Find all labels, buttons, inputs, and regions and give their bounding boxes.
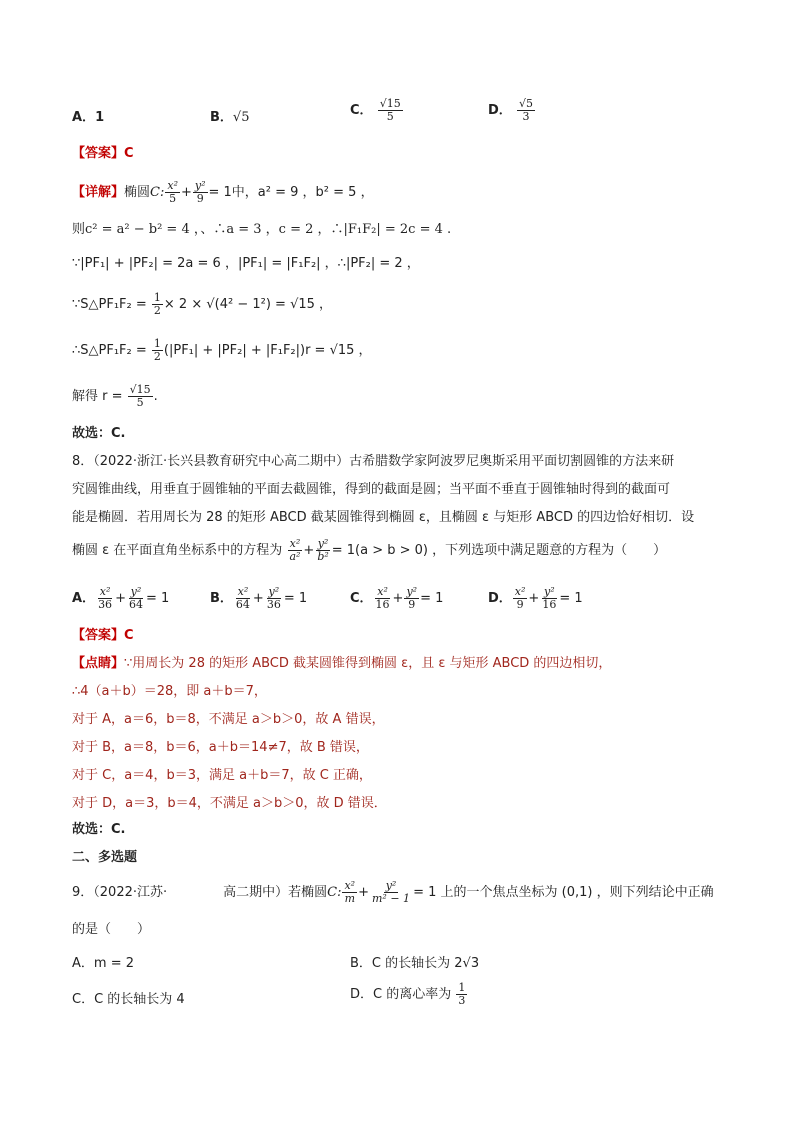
fraction-numerator: y² bbox=[194, 179, 206, 192]
stem-text: = 1(a > b > 0) ，下列选项中满足题意的方程为（ ） bbox=[331, 543, 667, 558]
option-label: C． bbox=[350, 591, 373, 606]
eq-prefix: ∵S△PF₁F₂ = bbox=[72, 297, 147, 312]
fraction-numerator: y² bbox=[544, 585, 555, 598]
eq-suffix: = 1 bbox=[145, 591, 170, 606]
q8-option-a: A． $\frac{\text{x²}}{36}$ + $\frac{\text{y²}}{64}$ = 1 bbox=[72, 585, 170, 611]
q7-detail-line-4 bbox=[72, 292, 332, 317]
fraction-numerator: y² bbox=[406, 585, 418, 598]
fraction bbox=[193, 180, 208, 205]
fraction-numerator: 1 bbox=[153, 291, 161, 304]
fraction-numerator: √15 bbox=[379, 97, 401, 110]
q7-option-c bbox=[350, 98, 404, 123]
fraction-numerator: x² bbox=[344, 879, 356, 892]
fraction-denominator: m bbox=[344, 892, 355, 905]
q7-answer: 【答案】C bbox=[72, 146, 134, 161]
q8-detail-line-6: 对于 D，a＝3，b＝4，不满足 a＞b＞0，故 D 错误． bbox=[72, 796, 387, 811]
fraction-numerator: x² bbox=[99, 585, 111, 598]
fraction-numerator: y² bbox=[268, 585, 280, 598]
q7-detail-line-1: 【详解】椭圆C: $\frac{\text{x²}}{5}$ + $\frac{\text{y²}}{9}$ = 1中，a² = 9 ，b² = 5 ， bbox=[72, 179, 374, 205]
fraction-denominator: 2 bbox=[153, 350, 161, 363]
fraction-denominator: 36 bbox=[266, 598, 281, 611]
eq-prefix: C: bbox=[327, 885, 342, 900]
eq-suffix: = 1 bbox=[283, 591, 308, 606]
fraction-denominator: m² − 1 bbox=[372, 892, 411, 905]
fraction-denominator: 9 bbox=[516, 598, 524, 611]
option-value: √5 bbox=[232, 110, 250, 125]
fraction bbox=[374, 586, 392, 611]
q8-stem-line-2: 究圆锥曲线，用垂直于圆锥轴的平面去截圆锥，得到的截面是圆；当平面不垂直于圆锥轴时得到的截面可 bbox=[72, 482, 671, 497]
option-label: B． bbox=[210, 591, 233, 606]
fraction-numerator: √5 bbox=[518, 97, 533, 110]
fraction bbox=[152, 292, 163, 317]
fraction bbox=[315, 538, 330, 563]
q9-stem-line-1: 9．（2022·江苏· 高二期中）若椭圆C: $\frac{\text{x²}}{m}$ + $\frac{\text{y²}}{\text{m² − 1}}$ = 1 上的一个焦点坐标为 (0,1) ，则下列结论中正确 bbox=[72, 879, 714, 905]
fraction-denominator: 3 bbox=[458, 994, 466, 1007]
fraction-denominator: 36 bbox=[98, 598, 113, 611]
eq-prefix: C: bbox=[150, 185, 165, 200]
fraction bbox=[128, 384, 153, 409]
fraction-denominator: b² bbox=[317, 550, 329, 563]
option-label: B． bbox=[210, 110, 233, 125]
q8-answer: 【答案】C bbox=[72, 628, 134, 643]
eq-suffix: × 2 × √(4² − 1²) = √15 ， bbox=[163, 297, 333, 312]
eq-suffix: . bbox=[153, 389, 158, 404]
option-fraction bbox=[378, 98, 403, 123]
q8-option-d: D． $\frac{\text{x²}}{9}$ + $\frac{\text{y²}}{16}$ = 1 bbox=[488, 585, 583, 611]
fraction-denominator: 3 bbox=[522, 110, 530, 123]
q8-detail-line-2: ∴4（a＋b）＝28，即 a＋b＝7， bbox=[72, 684, 267, 699]
option-label: A． bbox=[72, 110, 96, 125]
option-label: C． bbox=[350, 103, 373, 118]
stem-text: = 1 上的一个焦点坐标为 (0,1) ，则下列结论中正确 bbox=[413, 885, 714, 900]
option-value: 1 bbox=[95, 110, 105, 125]
fraction bbox=[234, 586, 252, 611]
fraction-numerator: 1 bbox=[458, 981, 466, 994]
q8-detail-line-1 bbox=[72, 654, 611, 674]
fraction-denominator: 16 bbox=[375, 598, 390, 611]
q8-detail-line-5: 对于 C，a＝4，b＝3，满足 a＋b＝7，故 C 正确， bbox=[72, 768, 372, 783]
fraction-numerator: y² bbox=[317, 537, 329, 550]
fraction-numerator: x² bbox=[289, 537, 301, 550]
stem-source: 9．（2022·江苏· bbox=[72, 885, 168, 900]
fraction bbox=[165, 180, 180, 205]
q7-detail-conclusion: 故选：C. bbox=[72, 426, 126, 441]
detail-tag: 【点睛】 bbox=[72, 656, 125, 671]
fraction-numerator: x² bbox=[237, 585, 249, 598]
fraction bbox=[456, 982, 467, 1007]
fraction-denominator: a² bbox=[289, 550, 301, 563]
q8-stem-line-1: 8．（2022·浙江·长兴县教育研究中心高二期中）古希腊数学家阿波罗尼奥斯采用平面切割圆锥的方法来研 bbox=[72, 454, 675, 469]
q7-option-a bbox=[72, 106, 104, 125]
eq-suffix: (|PF₁| + |PF₂| + |F₁F₂|)r = √15 ， bbox=[163, 343, 372, 358]
q9-option-d bbox=[350, 982, 468, 1007]
eq-prefix: ∴S△PF₁F₂ = bbox=[72, 343, 147, 358]
q7-detail-line-3: ∵|PF₁| + |PF₂| = 2a = 6 ，|PF₁| = |F₁F₂| ，∴|PF₂| = 2 ， bbox=[72, 256, 420, 271]
option-fraction bbox=[517, 98, 535, 123]
fraction-numerator: x² bbox=[167, 179, 178, 192]
option-text: D．C 的离心率为 bbox=[350, 987, 452, 1002]
q8-detail-conclusion: 故选：C. bbox=[72, 822, 126, 837]
q7-detail-line-2: 则c² = a² − b² = 4 ，、∴a = 3 ，c = 2 ，∴|F₁F₂| = 2c = 4 . bbox=[72, 222, 452, 237]
fraction bbox=[342, 880, 357, 905]
fraction-denominator: 9 bbox=[408, 598, 416, 611]
fraction bbox=[127, 586, 145, 611]
eq-suffix: = 1 bbox=[559, 591, 583, 606]
fraction-numerator: 1 bbox=[153, 337, 161, 350]
fraction bbox=[265, 586, 283, 611]
detail-text: 椭圆 bbox=[124, 185, 151, 200]
fraction-denominator: 16 bbox=[542, 598, 557, 611]
fraction bbox=[540, 586, 558, 611]
fraction bbox=[370, 880, 412, 905]
q9-option-c: C．C 的长轴长为 4 bbox=[72, 992, 185, 1007]
option-label: D． bbox=[488, 591, 512, 606]
q7-option-d bbox=[488, 98, 536, 123]
q7-option-b bbox=[210, 106, 249, 125]
option-label: A． bbox=[72, 591, 96, 606]
eq-prefix: 解得 r = bbox=[72, 389, 123, 404]
fraction bbox=[96, 586, 114, 611]
q8-option-b: B． $\frac{\text{x²}}{64}$ + $\frac{\text{y²}}{36}$ = 1 bbox=[210, 585, 308, 611]
fraction bbox=[152, 338, 163, 363]
fraction-numerator: y² bbox=[385, 879, 397, 892]
fraction bbox=[513, 586, 528, 611]
q8-stem-line-4: 椭圆 ε 在平面直角坐标系中的方程为 $\frac{\text{x²}}{\text{a²}}$ + $\frac{\text{y²}}{\text{b²}}$ = 1(a > b > 0) ，下列选项中满足题意的方程为（ ） bbox=[72, 537, 667, 563]
fraction-numerator: x² bbox=[377, 585, 388, 598]
fraction-numerator: x² bbox=[514, 585, 526, 598]
section-heading: 二、多选题 bbox=[72, 850, 138, 865]
q9-option-a: A．m = 2 bbox=[72, 956, 134, 971]
fraction-denominator: 64 bbox=[128, 598, 143, 611]
fraction-denominator: 64 bbox=[235, 598, 250, 611]
fraction-denominator: 5 bbox=[136, 396, 144, 409]
q9-option-b: B．C 的长轴长为 2√3 bbox=[350, 956, 480, 971]
fraction-numerator: √15 bbox=[129, 383, 151, 396]
fraction-numerator: y² bbox=[130, 585, 142, 598]
q8-stem-line-3: 能是椭圆．若用周长为 28 的矩形 ABCD 截某圆锥得到椭圆 ε，且椭圆 ε 与矩形 ABCD 的四边恰好相切．设 bbox=[72, 510, 695, 525]
q8-detail-line-4: 对于 B，a＝8，b＝6，a＋b＝14≠7，故 B 错误， bbox=[72, 740, 369, 755]
fraction-denominator: 5 bbox=[386, 110, 394, 123]
detail-text: ∵用周长为 28 的矩形 ABCD 截某圆锥得到椭圆 ε，且 ε 与矩形 ABCD 的四边相切， bbox=[124, 656, 612, 671]
eq-suffix: = 1 bbox=[420, 591, 444, 606]
fraction-denominator: 9 bbox=[196, 192, 204, 205]
q9-stem-line-2: 的是（ ） bbox=[72, 922, 151, 937]
fraction bbox=[287, 538, 302, 563]
eq-suffix: = 1中，a² = 9 ，b² = 5 ， bbox=[208, 185, 374, 200]
option-label: D． bbox=[488, 103, 512, 118]
q7-detail-line-6 bbox=[72, 384, 158, 409]
stem-text: 椭圆 ε 在平面直角坐标系中的方程为 bbox=[72, 543, 283, 558]
detail-tag: 【详解】 bbox=[72, 185, 125, 200]
q7-detail-line-5 bbox=[72, 338, 372, 363]
stem-text: 高二期中）若椭圆 bbox=[223, 885, 328, 900]
fraction-denominator: 5 bbox=[169, 192, 177, 205]
q8-detail-line-3: 对于 A，a＝6，b＝8，不满足 a＞b＞0，故 A 错误， bbox=[72, 712, 385, 727]
fraction-denominator: 2 bbox=[153, 304, 161, 317]
q8-option-c: C． $\frac{\text{x²}}{16}$ + $\frac{\text{y²}}{9}$ = 1 bbox=[350, 585, 444, 611]
fraction bbox=[404, 586, 419, 611]
